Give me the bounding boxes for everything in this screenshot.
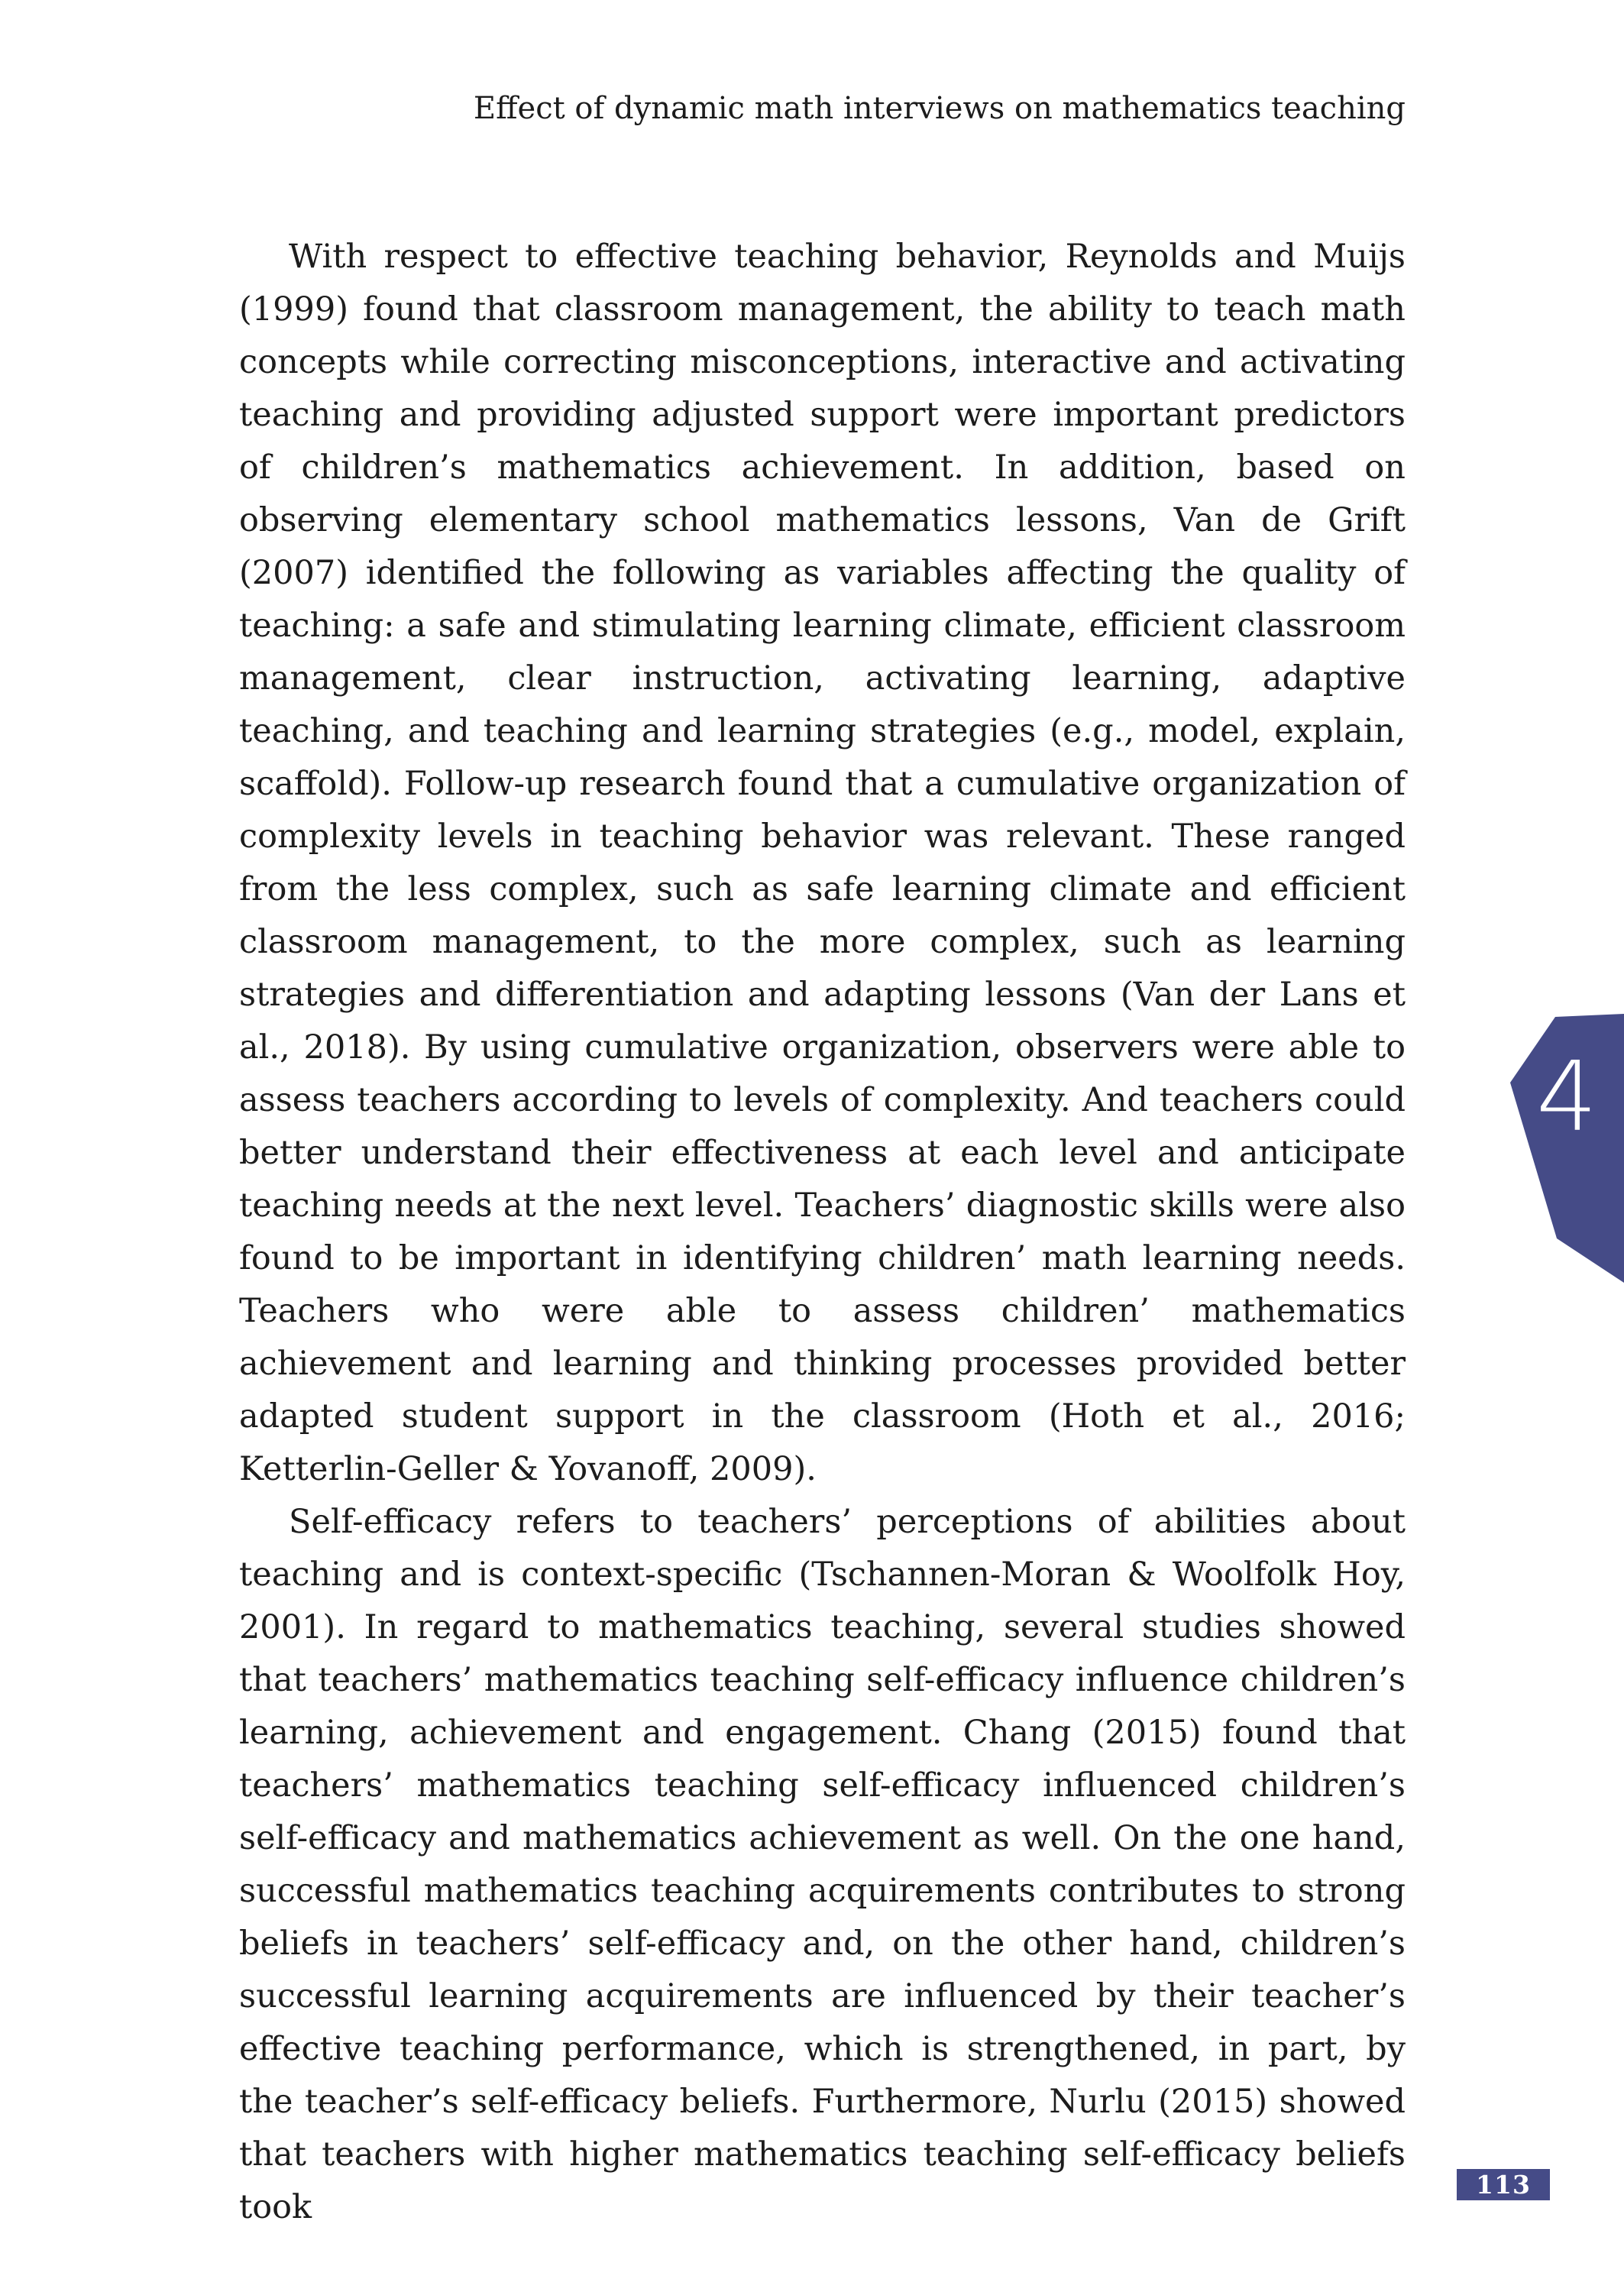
chapter-number: 4: [1536, 1041, 1598, 1153]
running-head: Effect of dynamic math interviews on mathematics teaching: [473, 91, 1406, 126]
page-number-badge: [1457, 2169, 1550, 2200]
paragraph-1: With respect to effective teaching behavior, Reynolds and Muijs (1999) found that classroom management, the ability to teach math concepts while correcting misconceptions, interactive and activating teaching and providing adjusted support were important predictors of children’s mathematics achievement. In addition, based on observing elementary school mathematics lessons, Van de Grift (2007) identified the following as variables affecting the quality of teaching: a safe and stimulating learning climate, efficient classroom management, clear instruction, activating learning, adaptive teaching, and teaching and learning strategies (e.g., model, explain, scaffold). Follow-up research found that a cumulative organization of complexity levels in teaching behavior was relevant. These ranged from the less complex, such as safe learning climate and efficient classroom management, to the more complex, such as learning strategies and differentiation and adapting lessons (Van der Lans et al., 2018). By using cumulative organization, observers were able to assess teachers according to levels of complexity. And teachers could better understand their effectiveness at each level and anticipate teaching needs at the next level. Teachers’ diagnostic skills were also found to be important in identifying children’ math learning needs. Teachers who were able to assess children’ mathematics achievement and learning and thinking processes provided better adapted student support in the classroom (Hoth et al., 2016; Ketterlin-Geller & Yovanoff, 2009).: [239, 238, 1406, 1488]
chapter-tab-shape: [1510, 1014, 1624, 1283]
page-number: 113: [1476, 2170, 1531, 2200]
body-column: [239, 231, 1406, 2234]
paragraph-2: Self-efficacy refers to teachers’ perceptions of abilities about teaching and is context-specific (Tschannen-Moran & Woolfolk Hoy, 2001). In regard to mathematics teaching, several studies showed that teachers’ mathematics teaching self-efficacy influence children’s learning, achievement and engagement. Chang (2015) found that teachers’ mathematics teaching self-efficacy influenced children’s self-efficacy and mathematics achievement as well. On the one hand, successful mathematics teaching acquirements contributes to strong beliefs in teachers’ self-efficacy and, on the other hand, children’s successful learning acquirements are influenced by their teacher’s effective teaching performance, which is strengthened, in part, by the teacher’s self-efficacy beliefs. Furthermore, Nurlu (2015) showed that teachers with higher mathematics teaching self-efficacy beliefs took: [239, 1503, 1406, 2226]
chapter-tab: [1510, 1014, 1624, 1283]
